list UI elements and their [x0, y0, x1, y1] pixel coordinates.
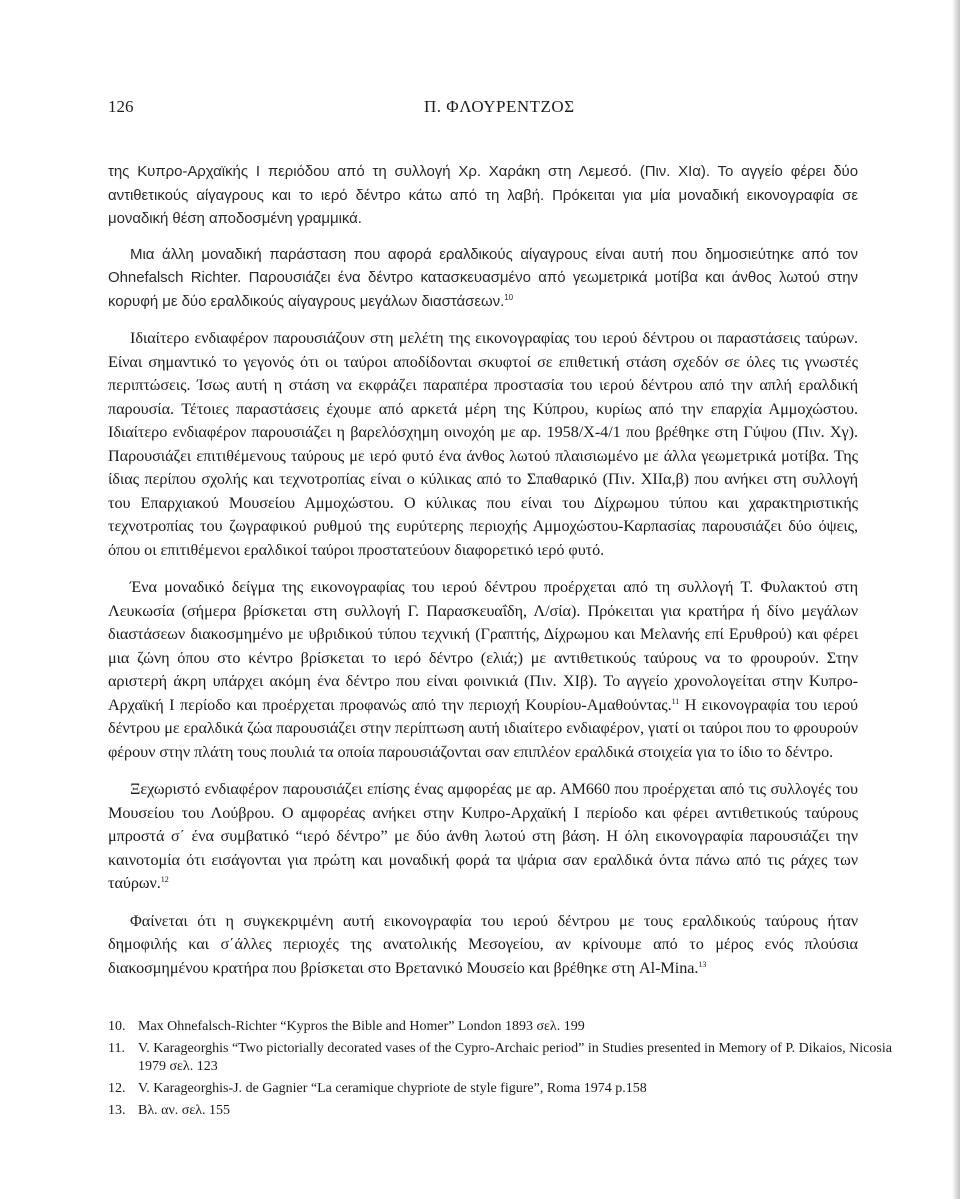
- footnote-ref-12[interactable]: 12: [160, 875, 169, 884]
- footnote-12: [108, 1080, 896, 1098]
- footnote-ref-10[interactable]: 10: [504, 292, 514, 302]
- page-number: 126: [108, 97, 134, 116]
- scan-edge-shadow: [952, 0, 960, 1199]
- paragraph-text: Φαίνεται ότι η συγκεκριμένη αυτή εικονογραφία του ιερού δέντρου με τους εραλδικούς ταύρους ήταν δημοφιλής και σ΄άλλες περιοχές της ανατολικής Μεσογείου, αν κρίνουμε από το μέρος ενός πλούσια διακοσμημένου κρατήρα που βρίσκεται στο Βρετανικό Μουσείο και βρέθηκε στη Al-Mina.: [108, 911, 858, 977]
- paragraph-3: [108, 327, 858, 562]
- paragraph-text-continued: Η εικονογραφία του ιερού δέντρου με εραλδικά ζώα παρουσιάζει στην περίπτωση αυτή ιδιαίτερο ενδιαφέρον, γιατί οι ταύροι που το φρουρούν φέρουν στην πλάτη τους πουλιά τα οποία παρουσιάζονται σαν επιπλέον εραλδικά στοιχεία για το ίδιο το δέντρο.: [108, 695, 858, 761]
- footnote-text: V. Karageorghis-J. de Gagnier “La ceramique chypriote de style figure”, Roma 1974 p.158: [138, 1081, 647, 1096]
- paragraph-text: της Κυπρο-Αρχαϊκής Ι περιόδου από τη συλλογή Χρ. Χαράκη στη Λεμεσό. (Πιν. ΧΙα). Το αγγείο φέρει δύο αντιθετικούς αίγαγρους και το ιερό δέντρο κάτω από τη λαβή. Πρόκειται για μία μοναδική εικονογραφία σε μοναδική θέση αποδοσμένη γραμμικά.: [108, 163, 858, 227]
- paragraph-text: Μια άλλη μοναδική παράσταση που αφορά εραλδικούς αίγαγρους είναι αυτή που δημοσιεύτηκε από τον Ohnefalsch Richter. Παρουσιάζει ένα δέντρο κατασκευασμένο από γεωμετρικά μοτίβα και άνθος λωτού στην κορυφή με δύο εραλδικούς αίγαγρους μεγάλων διαστάσεων.: [108, 245, 858, 310]
- paragraph-4: [108, 576, 858, 764]
- footnote-13: [108, 1102, 896, 1120]
- paragraph-text: Ξεχωριστό ενδιαφέρον παρουσιάζει επίσης ένας αμφορέας με αρ. ΑΜ660 που προέρχεται από τις συλλογές του Μουσείου του Λούβρου. Ο αμφορέας ανήκει στην Κυπρο-Αρχαϊκή Ι περίοδο και φέρει αντιθετικούς ταύρους μπροστά σ΄ ένα συμβατικό “ιερό δέντρο” με δύο άνθη λωτού στη βάση. Η όλη εικονογραφία παρουσιάζει την καινοτομία ότι εισάγονται για πρώτη και μοναδική φορά τα ψάρια σαν εραλδικά όντα πάνω από τις ράχες των ταύρων.: [108, 780, 858, 892]
- footnote-ref-13[interactable]: 13: [698, 959, 707, 969]
- footnote-text: Βλ. αν. σελ. 155: [138, 1103, 231, 1118]
- footnote-number: 13.: [108, 1103, 126, 1118]
- footnotes: [108, 1018, 896, 1124]
- running-head: Π. ΦΛΟΥΡΕΝΤΖΟΣ: [424, 97, 575, 116]
- page-header: [108, 97, 858, 127]
- footnote-10: [108, 1018, 896, 1036]
- body-text: [108, 160, 858, 994]
- footnote-number: 12.: [108, 1081, 126, 1096]
- footnote-text: Max Ohnefalsch-Richter “Kypros the Bible and Homer” London 1893 σελ. 199: [138, 1019, 585, 1034]
- paragraph-2: [108, 243, 858, 314]
- paragraph-text: Ιδιαίτερο ενδιαφέρον παρουσιάζουν στη μελέτη της εικονογραφίας του ιερού δέντρου οι παραστάσεις ταύρων. Είναι σημαντικό το γεγονός ότι οι ταύροι αποδίδονται σκυφτοί σε επιθετική στάση σχεδόν σε όλες τις γνωστές περιπτώσεις. Ίσως αυτή η στάση να εκφράζει παραπέρα προστασία του ιερού δέντρου από την απλή εραλδική παρουσία. Τέτοιες παραστάσεις έχουμε από αρκετά μέρη της Κύπρου, κυρίως από την επαρχία Αμμοχώστου. Ιδιαίτερο ενδιαφέρον παρουσιάζει η βαρελόσχημη οινοχόη με αρ. 1958/Χ-4/1 που βρέθηκε στη Γύψου (Πιν. Χγ). Παρουσιάζει επιτιθέμενους ταύρους με ιερό φυτό ένα άνθος λωτού πλαισιωμένο με άλλα γεωμετρικά μοτίβα. Της ίδιας περίπου σχολής και τεχνοτροπίας είναι ο κύλικας από το Σπαθαρικό (Πιν. ΧΙΙα,β) που ανήκει στη συλλογή του Επαρχιακού Μουσείου Αμμοχώστου. Ο κύλικας που είναι του Δίχρωμου τύπου και χαρακτηριστικής τεχνοτροπίας του ζωγραφικού ρυθμού της ευρύτερης περιοχής Αμμοχώστου-Καρπασίας παρουσιάζει δύο όψεις, όπου οι επιτιθέμενοι εραλδικοί ταύροι προστατεύουν διαφορετικό ιερό φυτό.: [108, 329, 858, 559]
- footnote-ref-11[interactable]: 11: [671, 696, 680, 706]
- footnote-11: [108, 1040, 896, 1076]
- paragraph-1: [108, 160, 858, 231]
- paragraph-text: Ένα μοναδικό δείγμα της εικονογραφίας του ιερού δέντρου προέρχεται από τη συλλογή Τ. Φυλακτού στη Λευκωσία (σήμερα βρίσκεται στη συλλογή Γ. Παρασκευαΐδη, Λ/σία). Πρόκειται για κρατήρα ή δίνο μεγάλων διαστάσεων διακοσμημένο με υβριδικού τύπου τεχνική (Γραπτής, Δίχρωμου και Μελανής επί Ερυθρού) και φέρει μια ζώνη όπου στο κέντρο βρίσκεται το ιερό δέντρο (ελιά;) με αντιθετικούς ταύρους να το φρουρούν. Στην αριστερή άκρη υπάρχει ακόμη ένα δέντρο που είναι φοινικιά (Πιν. ΧΙβ). Το αγγείο χρονολογείται στην Κυπρο-Αρχαϊκή Ι περίοδο και προέρχεται προφανώς από την περιοχή Κουρίου-Αμαθούντας.: [108, 578, 858, 714]
- paragraph-5: [108, 778, 858, 896]
- paragraph-6: [108, 910, 858, 981]
- footnote-text: V. Karageorghis “Two pictorially decorated vases of the Cypro-Archaic period” in Studies presented in Memory of P. Dikaios, Nicosia 1979 σελ. 123: [138, 1041, 892, 1074]
- footnote-number: 10.: [108, 1019, 126, 1034]
- footnote-number: 11.: [108, 1041, 125, 1056]
